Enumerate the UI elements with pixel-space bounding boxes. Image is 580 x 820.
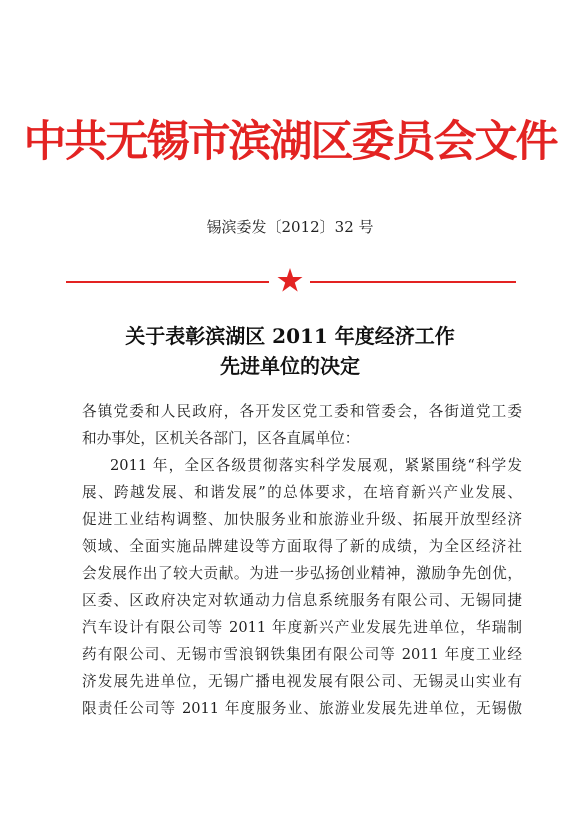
salutation — [82, 398, 522, 452]
body-line: 展、跨越发展、和谐发展”的总体要求，在培育新兴产业发展、 — [82, 484, 522, 501]
red-rule-right — [310, 281, 516, 283]
body-line: 2011 年，全区各级贯彻落实科学发展观，紧紧围绕“科学发 — [110, 457, 522, 474]
body-line: 济发展先进单位，无锡广播电视发展有限公司、无锡灵山实业有 — [82, 673, 522, 690]
document-title-line-1: 关于表彰滨湖区 2011 年度经济工作 — [125, 324, 455, 348]
body-line: 会发展作出了较大贡献。为进一步弘扬创业精神，激励争先创优， — [82, 565, 522, 582]
document-number: 锡滨委发〔2012〕32 号 — [206, 218, 374, 236]
body-paragraph — [82, 452, 522, 722]
star-icon — [276, 266, 304, 294]
issuer-title: 中共无锡市滨湖区委员会文件 — [23, 117, 557, 167]
body-line: 促进工业结构调整、加快服务业和旅游业升级、拓展开放型经济 — [82, 511, 522, 528]
body-line: 汽车设计有限公司等 2011 年度新兴产业发展先进单位，华瑞制 — [82, 619, 522, 636]
salutation-line: 和办事处，区机关各部门，区各直属单位： — [82, 430, 360, 447]
salutation-line: 各镇党委和人民政府，各开发区党工委和管委会，各街道党工委 — [82, 403, 522, 420]
body-line: 限责任公司等 2011 年度服务业、旅游业发展先进单位，无锡傲 — [82, 700, 522, 717]
red-rule-left — [66, 281, 269, 283]
body-line: 领域、全面实施品牌建设等方面取得了新的成绩，为全区经济社 — [82, 538, 522, 555]
body-line: 区委、区政府决定对软通动力信息系统服务有限公司、无锡同捷 — [82, 592, 522, 609]
document-title-line-2: 先进单位的决定 — [220, 354, 360, 378]
body-line: 药有限公司、无锡市雪浪钢铁集团有限公司等 2011 年度工业经 — [82, 646, 522, 663]
